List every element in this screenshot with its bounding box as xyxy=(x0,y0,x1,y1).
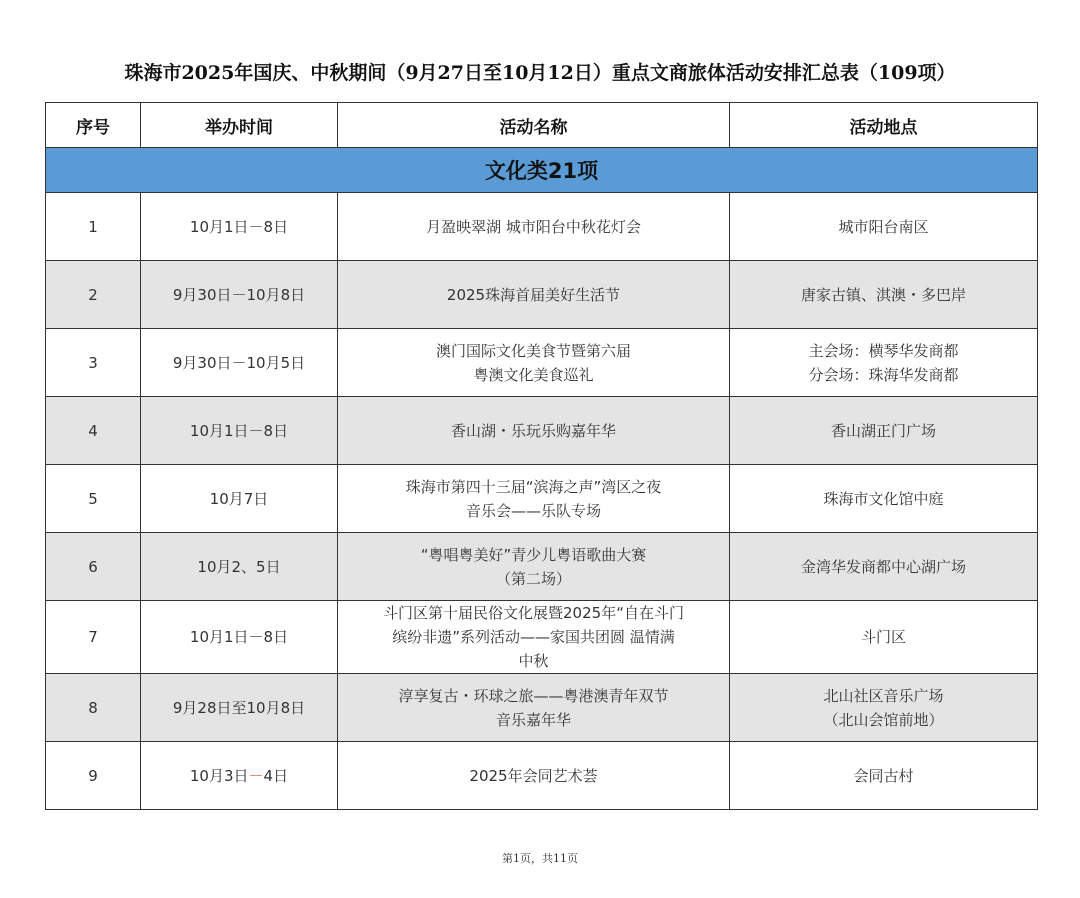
time-part: 10月3日 xyxy=(189,766,249,785)
activities-table xyxy=(45,102,1038,810)
location-line: 唐家古镇、淇澳・多巴岸 xyxy=(800,285,966,304)
row-activity-name xyxy=(338,261,730,329)
table-row xyxy=(46,397,1038,465)
activity-name-line: 中秋 xyxy=(518,652,549,670)
row-activity-name xyxy=(338,674,730,742)
activity-name-line: 珠海市第四十三届“滨海之声”湾区之夜 xyxy=(405,477,662,496)
row-number: 7 xyxy=(46,601,141,674)
activity-name-line: 斗门区第十届民俗文化展暨2025年“自在斗门 xyxy=(383,604,684,622)
location-line: 斗门区 xyxy=(860,628,906,646)
location-line: 北山社区音乐广场 xyxy=(823,686,944,705)
row-activity-name xyxy=(338,601,730,674)
header-activity-name: 活动名称 xyxy=(338,103,730,148)
row-time: 9月28日至10月8日 xyxy=(141,674,338,742)
activity-name-line: 缤纷非遗”系列活动——家国共团圆 温情满 xyxy=(392,628,675,646)
table-row xyxy=(46,193,1038,261)
location-line: 金湾华发商都中心湖广场 xyxy=(800,557,966,576)
row-location xyxy=(730,601,1038,674)
activity-name-line: 澳门国际文化美食节暨第六届 xyxy=(435,341,631,360)
table-row xyxy=(46,674,1038,742)
row-time: 9月30日－10月8日 xyxy=(141,261,338,329)
activity-name-line: 音乐会——乐队专场 xyxy=(465,501,601,520)
location-line: 珠海市文化馆中庭 xyxy=(823,489,944,508)
row-activity-name xyxy=(338,193,730,261)
row-number: 5 xyxy=(46,465,141,533)
table-row xyxy=(46,261,1038,329)
section-title: 文化类21项 xyxy=(46,148,1038,193)
row-time: 10月1日－8日 xyxy=(141,193,338,261)
row-location xyxy=(730,533,1038,601)
activity-name-line: 音乐嘉年华 xyxy=(495,710,571,729)
location-line: 主会场：横琴华发商都 xyxy=(808,341,959,360)
location-line: 城市阳台南区 xyxy=(838,217,929,236)
row-location xyxy=(730,397,1038,465)
row-activity-name xyxy=(338,397,730,465)
table-row xyxy=(46,601,1038,674)
row-number: 2 xyxy=(46,261,141,329)
row-location xyxy=(730,465,1038,533)
row-time: 10月7日 xyxy=(141,465,338,533)
table-row xyxy=(46,742,1038,810)
row-activity-name xyxy=(338,742,730,810)
row-activity-name xyxy=(338,533,730,601)
activity-name-line: （第二场） xyxy=(495,569,571,588)
header-location: 活动地点 xyxy=(730,103,1038,148)
row-number: 3 xyxy=(46,329,141,397)
row-number: 1 xyxy=(46,193,141,261)
location-line: （北山会馆前地） xyxy=(823,710,944,729)
row-time: 10月1日－8日 xyxy=(141,397,338,465)
row-time: 10月2、5日 xyxy=(141,533,338,601)
row-activity-name xyxy=(338,329,730,397)
location-line: 香山湖正门广场 xyxy=(830,421,936,440)
row-activity-name xyxy=(338,465,730,533)
row-number: 6 xyxy=(46,533,141,601)
document-title: 珠海市2025年国庆、中秋期间（9月27日至10月12日）重点文商旅体活动安排汇总表（109项） xyxy=(124,62,956,84)
header-time: 举办时间 xyxy=(141,103,338,148)
activity-name-line: 2025年会同艺术荟 xyxy=(469,766,598,785)
section-row xyxy=(46,148,1038,193)
row-location xyxy=(730,329,1038,397)
activity-name-line: 粤澳文化美食巡礼 xyxy=(473,365,594,384)
activity-name-line: “粤唱粤美好”青少儿粤语歌曲大赛 xyxy=(420,545,647,564)
location-line: 分会场：珠海华发商都 xyxy=(808,365,959,384)
table-row xyxy=(46,329,1038,397)
row-time: 10月1日－8日 xyxy=(141,601,338,674)
row-number: 9 xyxy=(46,742,141,810)
time-part: 4日 xyxy=(263,766,289,785)
row-location xyxy=(730,193,1038,261)
row-location xyxy=(730,261,1038,329)
activity-name-line: 香山湖・乐玩乐购嘉年华 xyxy=(450,421,616,440)
activity-name-line: 淳享复古・环球之旅——粤港澳青年双节 xyxy=(398,686,669,705)
location-line: 会同古村 xyxy=(853,766,914,785)
row-time xyxy=(141,742,338,810)
time-separator: － xyxy=(248,766,264,785)
header-row xyxy=(46,103,1038,148)
table-row xyxy=(46,533,1038,601)
table-row xyxy=(46,465,1038,533)
activity-name-line: 月盈映翠湖 城市阳台中秋花灯会 xyxy=(426,217,641,236)
row-location xyxy=(730,674,1038,742)
row-time: 9月30日－10月5日 xyxy=(141,329,338,397)
header-number: 序号 xyxy=(46,103,141,148)
row-number: 8 xyxy=(46,674,141,742)
page-footer: 第1页，共11页 xyxy=(502,852,578,865)
row-location xyxy=(730,742,1038,810)
row-number: 4 xyxy=(46,397,141,465)
activity-name-line: 2025珠海首届美好生活节 xyxy=(446,285,621,304)
